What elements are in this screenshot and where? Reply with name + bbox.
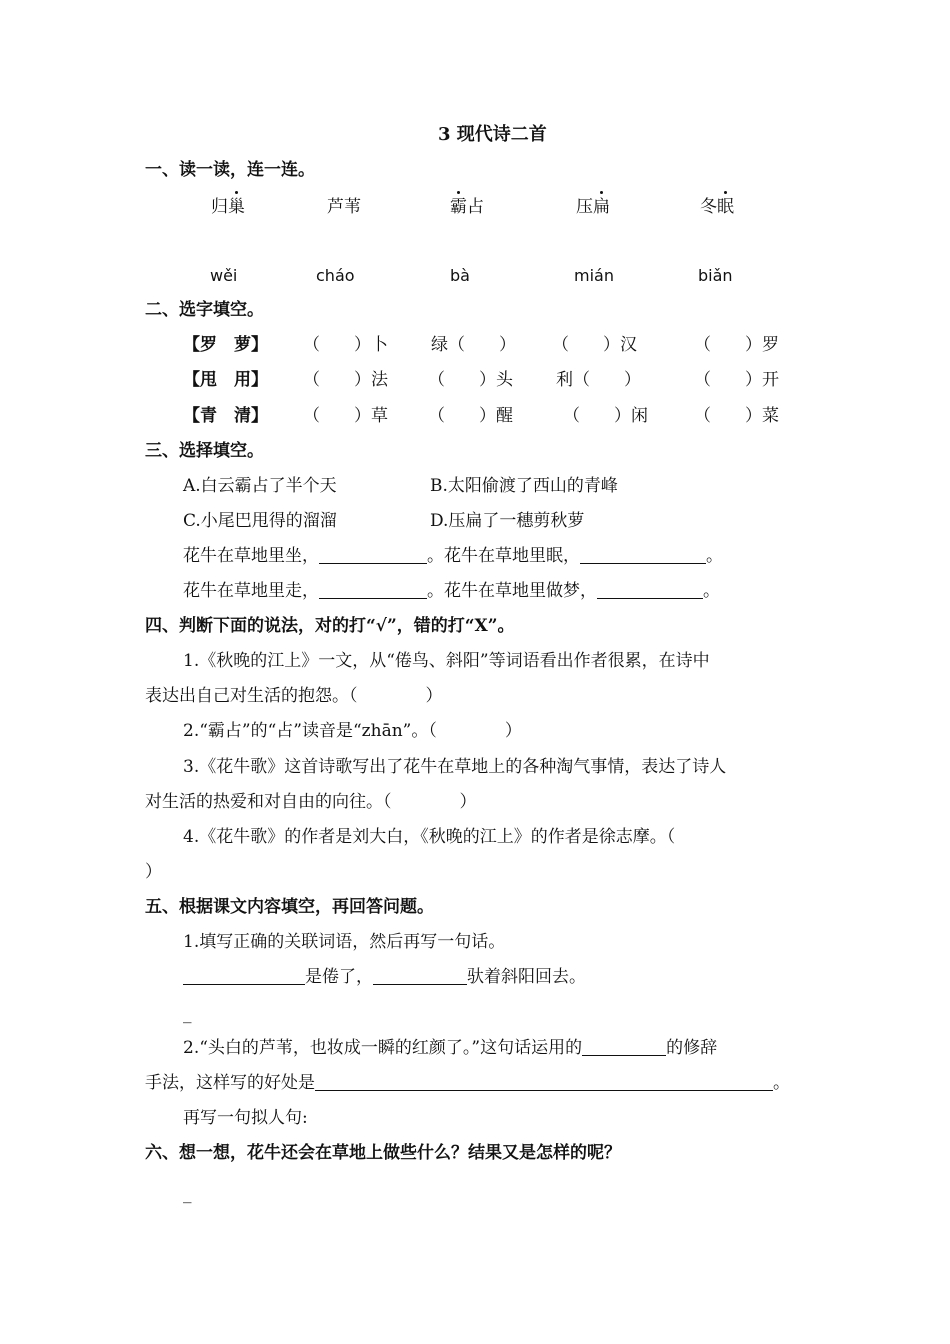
fill-item: 绿（ ） (431, 335, 516, 355)
option-b: B.太阳偷渡了西山的青峰 (430, 476, 618, 496)
section-5-heading: 五、根据课文内容填空，再回答问题。 (145, 897, 434, 917)
judge-q4-line1: 4.《花牛歌》的作者是刘大白，《秋晚的江上》的作者是徐志摩。（ (183, 827, 676, 847)
word-yabian: 压扁 (576, 197, 610, 217)
option-a: A.白云霸占了半个天 (183, 476, 337, 496)
answer-blank[interactable] (183, 966, 305, 985)
judge-q2: 2.“霸占”的“占”读音是“zhān”。（ ） (183, 721, 522, 741)
group-label: 【青 清】 (183, 406, 268, 426)
fill-item: （ ）醒 (428, 406, 513, 426)
pinyin-5: biǎn (698, 266, 733, 285)
judge-q4-line2: ） (145, 862, 162, 882)
section-6-heading: 六、想一想，花牛还会在草地上做些什么？结果又是怎样的呢？ (145, 1143, 621, 1163)
fill-item: （ ）菜 (694, 406, 779, 426)
fill-item: （ ）草 (303, 406, 388, 426)
fill-line-1: 花牛在草地里坐， 。花牛在草地里眠， 。 (183, 546, 723, 566)
word-luwei: 芦苇 (327, 197, 361, 217)
fill-line-2: 花牛在草地里走， 。花牛在草地里做梦， 。 (183, 581, 720, 601)
answer-blank[interactable] (315, 1072, 773, 1091)
group-label: 【甩 用】 (183, 370, 268, 390)
answer-blank[interactable] (319, 545, 427, 564)
judge-q1-line1: 1.《秋晚的江上》一文，从“倦鸟、斜阳”等词语看出作者很累，在诗中 (183, 651, 710, 671)
s5-q2-line3: 再写一句拟人句: (183, 1108, 308, 1128)
judge-q1-line2: 表达出自己对生活的抱怨。（ ） (145, 686, 443, 706)
answer-blank[interactable] (373, 966, 467, 985)
judge-q3-line2: 对生活的热爱和对自由的向往。（ ） (145, 792, 477, 812)
s5-q2-line2: 手法，这样写的好处是 。 (145, 1073, 790, 1093)
page-title: 3 现代诗二首 (438, 124, 547, 145)
word-bazhan: 霸占 (450, 197, 484, 217)
fill-item: （ ）罗 (694, 335, 779, 355)
option-d: D.压扁了一穗剪秋萝 (430, 511, 585, 531)
fill-item: （ ）闲 (563, 406, 648, 426)
pinyin-3: bà (450, 266, 470, 285)
fill-item: （ ）开 (694, 370, 779, 390)
fill-item: （ ）卜 (303, 335, 388, 355)
word-dongmian: 冬眠 (700, 197, 734, 217)
section-4-heading: 四、判断下面的说法，对的打“√”，错的打“X”。 (145, 616, 515, 636)
answer-line-stub: _ (183, 1184, 192, 1204)
answer-blank[interactable] (319, 580, 427, 599)
answer-blank[interactable] (582, 1037, 666, 1056)
s5-q2-line1: 2.“头白的芦苇，也妆成一瞬的红颜了。”这句话运用的 的修辞 (183, 1038, 718, 1058)
section-2-heading: 二、选字填空。 (145, 300, 264, 320)
fill-item: （ ）头 (428, 370, 513, 390)
word-guichao: 归巢 (211, 197, 245, 217)
pinyin-1: wěi (210, 266, 238, 285)
fill-item: （ ）法 (303, 370, 388, 390)
answer-blank[interactable] (580, 545, 706, 564)
fill-item: 利（ ） (556, 370, 641, 390)
pinyin-2: cháo (316, 266, 355, 285)
answer-blank[interactable] (597, 580, 703, 599)
s5-q1-fill: 是倦了， 驮着斜阳回去。 (183, 966, 586, 988)
section-3-heading: 三、选择填空。 (145, 441, 264, 461)
judge-q3-line1: 3.《花牛歌》这首诗歌写出了花牛在草地上的各种淘气事情，表达了诗人 (183, 757, 727, 777)
fill-item: （ ）汉 (552, 335, 637, 355)
section-1-heading: 一、读一读，连一连。 (145, 160, 315, 180)
group-label: 【罗 萝】 (183, 335, 268, 355)
answer-line-stub: _ (183, 1004, 192, 1024)
option-c: C.小尾巴甩得的溜溜 (183, 511, 337, 531)
pinyin-4: mián (574, 266, 614, 285)
s5-q1: 1.填写正确的关联词语，然后再写一句话。 (183, 932, 506, 952)
